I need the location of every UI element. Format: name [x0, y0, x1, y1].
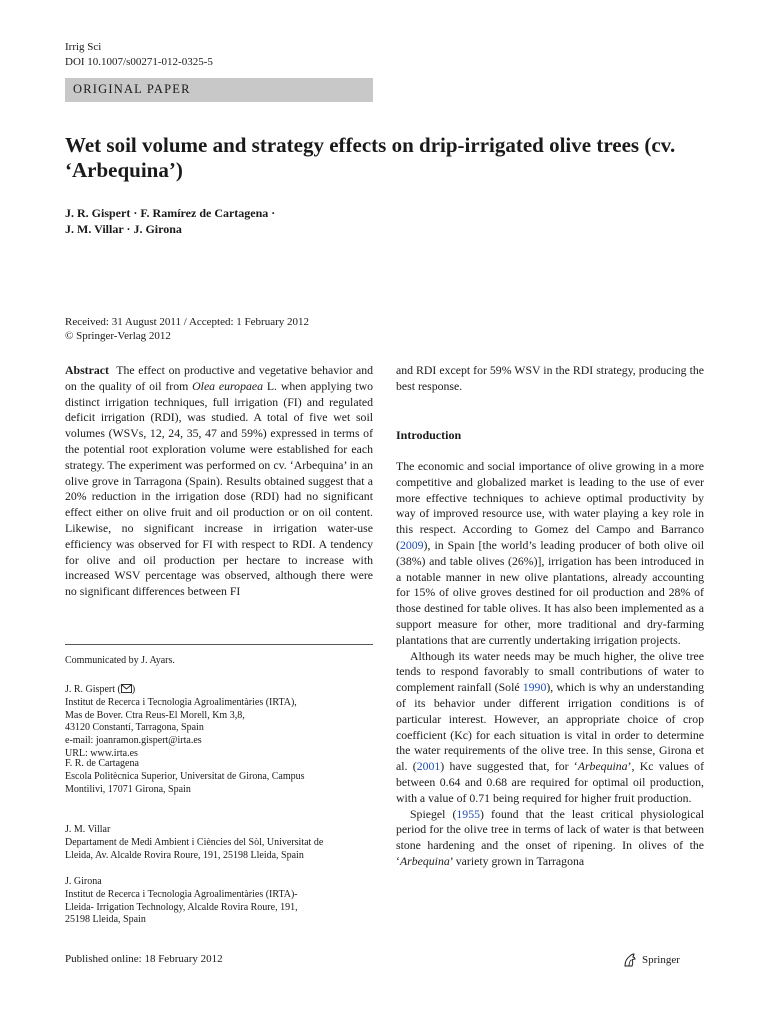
- affiliation-line: Escola Politècnica Superior, Universitat de Girona, Campus: [65, 770, 305, 782]
- affiliation-line: Departament de Medi Ambient i Ciències del Sòl, Universitat de: [65, 836, 324, 848]
- affiliation-line: Lleida- Irrigation Technology, Alcalde Rovira Roure, 191,: [65, 901, 298, 913]
- doi: DOI 10.1007/s00271-012-0325-5: [65, 56, 213, 68]
- paper-title: Wet soil volume and strategy effects on drip-irrigated olive trees (cv. ‘Arbequina’): [65, 133, 676, 182]
- abstract-text: The effect on productive and vegetative behavior and on the quality of oil from: [65, 363, 374, 393]
- article-type-label: ORIGINAL PAPER: [73, 82, 191, 96]
- affiliation: [65, 824, 373, 862]
- paragraph: Although its water needs may be much higher, the olive tree tends to respond favorably to small contributions of water to complement rainfall (Solé 1990), which is why an understanding of its behavior under different irrigation conditions is of particular interest. However, an appropriate choice of crop coefficient (Kc) for each situation is vital in order to determine the water requirements of the olive tree. In this sense, Girona et al. (2001) have suggested that, for ‘Arbequina’, Kc values of between 0.64 and 0.68 are required for optimal oil production, with a value of 0.71 being required for higher fruit production.: [396, 648, 705, 805]
- affiliation-line: 43120 Constantí, Tarragona, Spain: [65, 722, 204, 734]
- citation-link[interactable]: 2001: [416, 759, 441, 774]
- publisher-name: Springer: [642, 954, 680, 966]
- url[interactable]: URL: www.irta.es: [65, 747, 138, 759]
- section-heading-introduction: Introduction: [396, 428, 462, 442]
- received-accepted: Received: 31 August 2011 / Accepted: 1 February 2012: [65, 316, 309, 328]
- citation-link[interactable]: 1955: [456, 806, 480, 821]
- abstract-continuation: and RDI except for 59% WSV in the RDI strategy, producing the best response.: [396, 363, 704, 393]
- affiliation: [65, 876, 373, 927]
- citation-link[interactable]: 1990: [522, 680, 547, 695]
- journal-name: Irrig Sci: [65, 41, 102, 53]
- affiliation-line: Institut de Recerca i Tecnologia Agroalimentàries (IRTA)-: [65, 888, 298, 900]
- affiliation-line: Mas de Bover. Ctra Reus-El Morell, Km 3,8,: [65, 709, 245, 721]
- species-name: Olea europaea: [192, 378, 264, 393]
- affiliation: [65, 684, 373, 761]
- envelope-icon: [121, 684, 132, 693]
- springer-horse-icon: [622, 952, 638, 968]
- affiliation-line: 25198 Lleida, Spain: [65, 914, 146, 926]
- paragraph: Spiegel (1955) found that the least critical physiological period for the olive tree in terms of lack of water is that between stone hardening and the onset of ripening. In olives of the ‘Arbequina’ variety grown in Tarragona: [396, 806, 704, 868]
- affiliation-name: J. M. Villar: [65, 824, 111, 835]
- affiliation-line: Montilivi, 17071 Girona, Spain: [65, 783, 191, 795]
- footnote-divider: [65, 644, 373, 645]
- abstract-text: L. when applying two distinct irrigation techniques, full irrigation (FI) and regulated deficit irrigation (RDI), was studied. A total of five wet soil volumes (WSVs, 12, 24, 35, 47 and 59%) expressed in terms of the potential root exploration volume were established for each strategy. The experiment was performed on cv. ‘Arbequina’ in an olive grove in Tarragona (Spain). Results obtained suggest that a 20% reduction in the irrigation dose (RDI) had no significant effect either on olive fruit and oil production or on oil content. Likewise, no significant increase in irrigation water-use efficiency was observed for FI with respect to RDI. A tendency for olive and oil production per hectare to increase with increased WSV percentage was observed, although there were no significant differences between FI: [65, 378, 373, 599]
- communicated-by: Communicated by J. Ayars.: [65, 655, 175, 666]
- publication-dates: [65, 315, 309, 343]
- author-line: J. M. Villar · J. Girona: [65, 222, 182, 236]
- copyright: © Springer-Verlag 2012: [65, 330, 171, 342]
- author-list: [65, 205, 465, 237]
- affiliation-name: J. Girona: [65, 876, 102, 887]
- published-online: Published online: 18 February 2012: [65, 953, 223, 965]
- citation-link[interactable]: 2009: [399, 537, 424, 552]
- email[interactable]: e-mail: joanramon.gispert@irta.es: [65, 735, 202, 747]
- publisher-logo: [622, 952, 680, 968]
- abstract-label: Abstract: [65, 363, 109, 377]
- affiliation: [65, 758, 373, 796]
- affiliation-name: F. R. de Cartagena: [65, 758, 139, 769]
- introduction-body: [396, 459, 704, 870]
- affiliation-line: Lleida, Av. Alcalde Rovira Roure, 191, 25198 Lleida, Spain: [65, 849, 304, 861]
- affiliation-name: J. R. Gispert ( ): [65, 684, 136, 695]
- variety-name: Arbequina: [577, 759, 628, 774]
- paragraph: The economic and social importance of olive growing in a more competitive and globalized market is leading to the use of ever more effective techniques to achieve optimal productivity by way of improved resource use, with water playing a key role in this respect. According to Gomez del Campo and Barranco (2009), in Spain [the world’s leading producer of both olive oil (38%) and table olives (26%)], irrigation has been introduced in a notable manner in new olive plantations, already accounting for 15% of olive groves destined for oil production and 28% of those destined for table olives. It has also been implemented as a support measure for other, more traditional and dry-farming plantations that are currently undertaking irrigation projects.: [396, 459, 704, 647]
- abstract: [65, 363, 373, 600]
- variety-name: Arbequina: [399, 853, 450, 868]
- author-line: J. R. Gispert · F. Ramírez de Cartagena ·: [65, 206, 276, 220]
- article-type-banner: [65, 78, 373, 102]
- affiliation-line: Institut de Recerca i Tecnologia Agroalimentàries (IRTA),: [65, 696, 297, 708]
